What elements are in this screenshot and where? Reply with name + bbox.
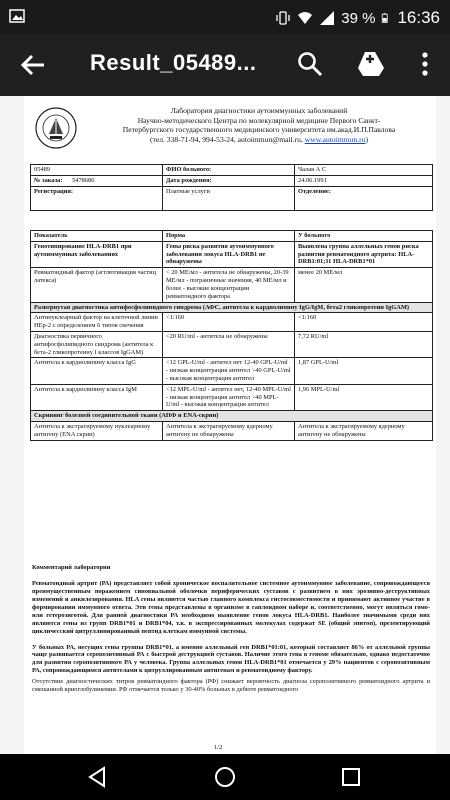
patient-result: 1,96 MPL-U/ml [295, 384, 433, 410]
table-row [31, 268, 433, 302]
test-name: Антинуклеарный фактор на клеточной линии HEp-2 с определением 6 типов свечения [31, 313, 163, 332]
norm-value: Гены риска развития аутоиммунного заболевания локуса HLA-DRB1 не обнаружены [163, 241, 295, 267]
document-title: Result_05489... [90, 50, 257, 75]
patient-result: 1,87 GPL-U/ml [295, 358, 433, 384]
page-number: 1/2 [214, 744, 223, 751]
fio-label: ФИО больного: [163, 165, 295, 176]
document-page [24, 96, 436, 754]
order-label: № заказа: [34, 176, 63, 184]
search-icon[interactable] [296, 50, 324, 78]
battery-percent: 39 % [341, 9, 376, 27]
header-line-2: Научно-методического Центра по молекулярной медицине Первого Санкт- [137, 115, 381, 125]
reg-value: Платные услуги [163, 186, 295, 210]
patient-result: Антитела к экстрагируемому ядерному антигену не обнаружены [295, 422, 433, 441]
norm-value: <12 GPL-U/ml - антител нет 12-40 GPL-U/ml - низкая концентрация антител >40 GPL-U/ml - высокая концентрация антител [163, 358, 295, 384]
results-table [30, 230, 433, 441]
table-row [31, 384, 433, 410]
patient-result: Выявлена группа аллельных генов риска развития ревматоидного артрита: HLA-DRB1:01;11 HLA-DRB1*01 [295, 241, 433, 267]
norm-value: < 20 МЕ/мл - антитела не обнаружены, 20-39 МЕ/мл - пограничные значения, 40 МЕ/мл и более - высокие концентрации ревматоидного фактора [163, 268, 295, 302]
battery-icon [381, 10, 391, 26]
drive-add-icon[interactable] [356, 50, 386, 78]
test-name: Диагностика первичного антифосфолипидного синдрома (антитела к бета-2 гликопротеину I классов IgGAM) [31, 331, 163, 357]
header-line-3: Петербургского государственного медицинского университета им.акад.И.П.Павлова [122, 125, 396, 135]
dob-value: 24.06.1991 [295, 175, 433, 186]
back-arrow-icon[interactable] [18, 50, 48, 80]
section-row [31, 302, 433, 313]
dob-label: Дата рождения: [163, 175, 295, 186]
signal-icon [319, 10, 335, 26]
table-row [31, 241, 433, 267]
test-name: Генотипирование HLA-DRB1 при аутоиммунных заболеваниях [31, 241, 163, 267]
order-value: 5478686 [72, 176, 95, 184]
comment-paragraph: Ревматоидный артрит (РА) представляет собой хроническое воспалительное системное аутоиммунное заболевание, сопровождающееся преимущественным поражением синовиальной оболочки периферических суставов с развитием в них эрозивно-деструктивных изменений и анкилозирования. HLA гены являются частью главного комплекса гистосовместимости и принимают активное участие в формировании иммунного ответа. Эти гены представлены в организме в гаплоидном наборе и, соответственно, могут являться гомо- или гетерозиготой. Для ранней диагностики РА необходимо выявление генов локуса HLA-DRB1. Наиболее значимыми среди них являются гены из групп DRB1*01 и DRB1*04, т.к. в экспрессированных молекулах содержат SE (общий эпитоп), презентирующий цикличесский цитруллинированный пептид клеткам иммунной системы. [32, 579, 430, 635]
website-link[interactable]: www.autoimmun.ru [304, 135, 366, 145]
table-row [31, 313, 433, 332]
navigation-bar [0, 754, 450, 800]
table-header-row [31, 231, 433, 242]
section-title-aps: Развернутая диагностика антифосфолипидного синдрома (АФС, антитела к кардиолипину IgG/IgM, бета2 гликопротеин IgGAM) [31, 302, 433, 313]
test-name: Антитела к кардиолипину класса IgG [31, 358, 163, 384]
column-header: У больного [295, 231, 433, 242]
section-title-ctd: Скрининг болезней соединительной ткани (АНФ и ENA-скрин) [31, 411, 433, 422]
document-viewer[interactable] [0, 96, 450, 754]
lab-comment [32, 564, 430, 694]
section-row [31, 411, 433, 422]
patient-result: менее 20 МЕ/мл [295, 268, 433, 302]
vibrate-icon [275, 10, 291, 26]
table-row [31, 186, 433, 210]
header-line-4 [94, 135, 424, 145]
norm-value: <12 MPL-U/ml - антител нет, 12-40 MPL-U/ml - низкая концентрация антител >40 MPL-U/ml - высокая концентрация антител [163, 384, 295, 410]
university-logo [34, 106, 78, 150]
lab-header [94, 106, 424, 145]
patient-result: 7,72 RU/ml [295, 331, 433, 357]
order-cell [31, 175, 163, 186]
header-contacts: (тел. 338-71-94, 994-53-24, autoimmun@mail.ru, [150, 135, 305, 145]
nav-home-icon[interactable] [214, 766, 236, 788]
clock: 16:36 [397, 8, 440, 27]
table-row [31, 358, 433, 384]
app-toolbar [0, 34, 450, 96]
status-bar [0, 0, 450, 34]
fio-value: Чалая А С [295, 165, 433, 176]
image-notification-icon [8, 7, 26, 25]
nav-back-icon[interactable] [86, 766, 108, 788]
header-close-paren: ) [365, 135, 368, 145]
norm-value: <20 RU/ml - антитела не обнаружены [163, 331, 295, 357]
column-header: Норма [163, 231, 295, 242]
wifi-icon [297, 10, 313, 26]
table-row [31, 165, 433, 176]
comment-paragraph: У больных РА, несущих гены группы DRB1*01, а именно аллельный ген DRB1*01:01, который составляет 86% от аллельной группы чаще развивается серопозитивный РА с быстрой деструкцией суставов. Наличие этого гена в геноме обязательно, однако недостаточно для развития серопозитивного РА у человека. Группа аллельных генов HLA-DRB1*01 отмечается у 29% пациентов с серопозитивным РА, сопровождающимся антителами к цитруллированным антигенам и ревматоидному фактору. [32, 643, 430, 675]
test-name: Антитела к экстрагируемому нуклеарному антигену (ENA скрин) [31, 422, 163, 441]
comment-paragraph: Отсутствие диагностических титров ревматоидного фактора (РФ) снижает вероятность диагноза серопозитивного ревматоидного артрита и смешанной криоглобулинемии. РФ отмечается только у 30-40% больных в дебюте ревматоидного [32, 678, 430, 694]
nav-recents-icon[interactable] [340, 766, 362, 788]
reg-label: Регистрация: [31, 186, 163, 210]
comment-title: Комментарий лаборатории [32, 564, 111, 571]
test-name: Ревматоидный фактор (агглютинация частиц латекса) [31, 268, 163, 302]
patient-info-table [30, 164, 433, 211]
table-row [31, 422, 433, 441]
column-header: Показатель [31, 231, 163, 242]
overflow-menu-icon[interactable] [420, 50, 430, 78]
header-line-1: Лаборатория диагностики аутоиммунных заболеваний [170, 106, 348, 115]
table-row [31, 331, 433, 357]
dept-label: Отделение: [295, 186, 433, 210]
norm-value: <1:160 [163, 313, 295, 332]
test-name: Антитела к кардиолипину класса IgM [31, 384, 163, 410]
norm-value: Антитела к экстрагируемому ядерному антигену не обнаружены [163, 422, 295, 441]
patient-code: 05489 [31, 165, 163, 176]
patient-result: <1:160 [295, 313, 433, 332]
table-row [31, 175, 433, 186]
